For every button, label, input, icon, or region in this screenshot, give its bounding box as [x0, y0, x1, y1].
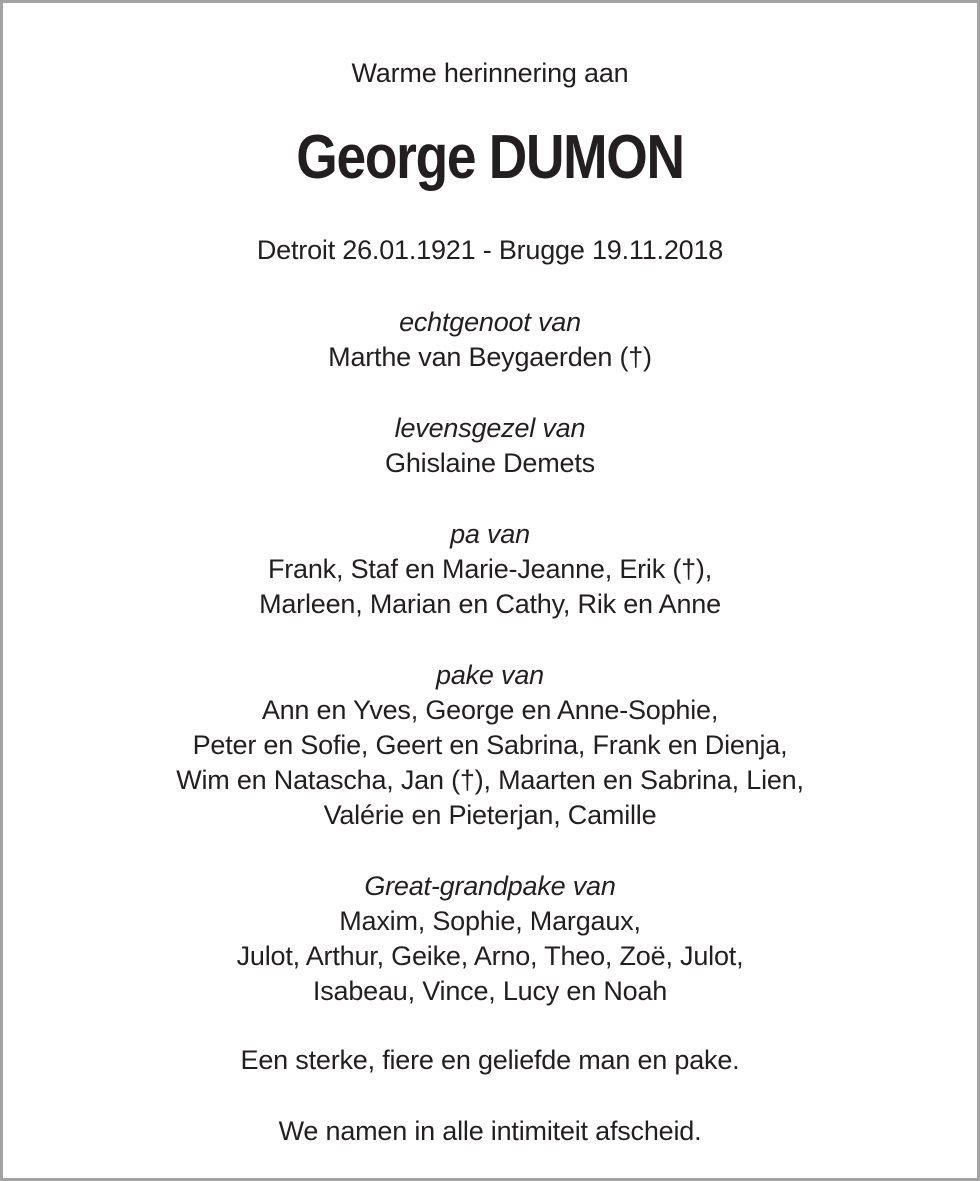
relation-label-partner: levensgezel van	[394, 413, 586, 443]
relation-label-spouse: echtgenoot van	[399, 307, 581, 337]
relation-line: Ann en Yves, George en Anne-Sophie,	[261, 695, 719, 725]
intro-text: Warme herinnering aan	[351, 58, 629, 88]
life-dates: Detroit 26.01.1921 - Brugge 19.11.2018	[256, 235, 724, 265]
relation-line: Wim en Natascha, Jan (†), Maarten en Sabrina, Lien,	[176, 765, 804, 795]
relation-label-grandchildren: pake van	[436, 660, 544, 690]
relation-line: Marthe van Beygaerden (†)	[328, 342, 652, 372]
relation-line: Valérie en Pieterjan, Camille	[323, 800, 657, 830]
deceased-name: George DUMON	[296, 123, 684, 192]
relation-label-great-grandchildren: Great-grandpake van	[364, 871, 616, 901]
closing-text: Een sterke, fiere en geliefde man en pake.	[240, 1045, 740, 1075]
relation-line: Julot, Arthur, Geike, Arno, Theo, Zoë, Julot,	[236, 941, 744, 971]
relation-line: Isabeau, Vince, Lucy en Noah	[312, 976, 668, 1006]
relation-line: Maxim, Sophie, Margaux,	[339, 906, 641, 936]
relation-line: Peter en Sofie, Geert en Sabrina, Frank en Dienja,	[192, 730, 788, 760]
relation-line: Frank, Staf en Marie-Jeanne, Erik (†),	[267, 554, 713, 584]
closing-text: We namen in alle intimiteit afscheid.	[278, 1116, 702, 1146]
relation-line: Marleen, Marian en Cathy, Rik en Anne	[259, 589, 721, 619]
relation-line: Ghislaine Demets	[385, 448, 595, 478]
relation-label-children: pa van	[450, 519, 530, 549]
